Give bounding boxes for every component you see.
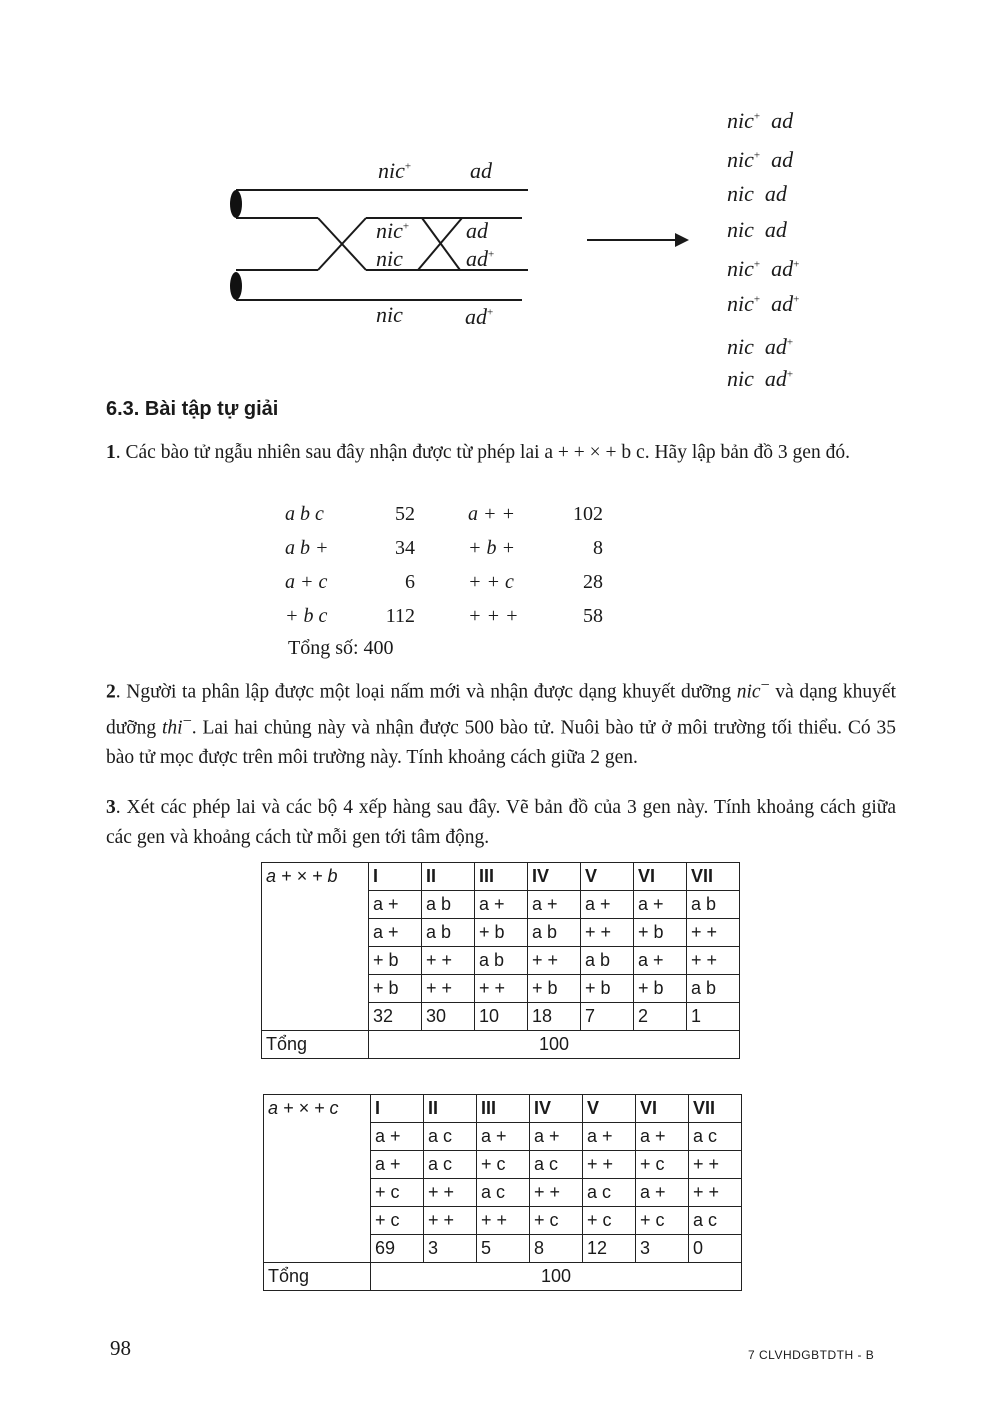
table-cell: a c (689, 1123, 742, 1151)
table-cell: + b (634, 919, 687, 947)
count-cell: 5 (477, 1235, 530, 1263)
result-genotype: nic+ ad (727, 147, 794, 172)
table-cell: a c (424, 1123, 477, 1151)
table-cell: a + (634, 947, 687, 975)
table-cell: a b (475, 947, 528, 975)
table-cell: a b (687, 891, 740, 919)
table-cell: a c (689, 1207, 742, 1235)
genotype: + + c (468, 571, 514, 593)
table-cell: + b (634, 975, 687, 1003)
table-cell: a + (634, 891, 687, 919)
table-cell: + + (424, 1179, 477, 1207)
table-cell: + c (530, 1207, 583, 1235)
crossover-diagram (200, 150, 550, 350)
table-cell: + + (687, 947, 740, 975)
result-genotype: nic+ ad+ (727, 291, 800, 316)
count-cell: 18 (528, 1003, 581, 1031)
table-cell: a + (477, 1123, 530, 1151)
diagram-label-mid1-left: nic+ (376, 218, 410, 243)
spore-total: Tổng số: 400 (288, 637, 394, 659)
problem-2-text: 2. Người ta phân lập được một loại nấm mới và nhận được dạng khuyết dưỡng nic− và dạng khuyết dưỡng thi−. Lai hai chủng này và nhận được 500 bào tử. Nuôi bào tử ở môi trường tối thiểu. Có 35 bào tử mọc được trên môi trường này. Tính khoảng cách giữa 2 gen. (106, 676, 896, 768)
diagram-label-mid2-right: ad+ (466, 246, 495, 271)
table-cell: a b (581, 947, 634, 975)
spore-count: 52 (395, 503, 415, 525)
section-heading: 6.3. Bài tập tự giải (106, 398, 279, 420)
genotype: + b c (285, 605, 328, 627)
table-cell: a b (422, 891, 475, 919)
total-row (264, 1263, 742, 1291)
count-cell: 8 (530, 1235, 583, 1263)
table-cell: a + (475, 891, 528, 919)
table-cell: + c (636, 1207, 689, 1235)
genotype: a + + (468, 503, 515, 525)
result-genotype: nic ad+ (727, 334, 794, 359)
genotype: a + c (285, 571, 328, 593)
total-value: 100 (369, 1031, 740, 1059)
spore-count: 102 (573, 503, 603, 525)
result-genotype: nic+ ad (727, 108, 794, 133)
table-header-row (262, 863, 740, 891)
total-label: Tổng (264, 1263, 371, 1291)
diagram-label-bot-right: ad+ (465, 304, 494, 329)
count-cell: 1 (687, 1003, 740, 1031)
centromere-bottom (230, 272, 242, 300)
result-genotype: nic+ ad+ (727, 256, 800, 281)
spore-count: 58 (583, 605, 603, 627)
total-row (262, 1031, 740, 1059)
table-cell: a b (528, 919, 581, 947)
spore-count: 6 (405, 571, 415, 593)
count-cell: 10 (475, 1003, 528, 1031)
count-cell: 2 (634, 1003, 687, 1031)
table-cell: + b (528, 975, 581, 1003)
total-label: Tổng (262, 1031, 369, 1059)
table-cell: + b (369, 975, 422, 1003)
spore-count: 34 (395, 537, 415, 559)
footer-code: 7 CLVHDGBTDTH - B (748, 1348, 875, 1362)
table-cell: a + (636, 1123, 689, 1151)
table-cell: a + (528, 891, 581, 919)
diagram-label-mid1-right: ad (466, 218, 488, 243)
centromere-top (230, 190, 242, 218)
count-cell: 32 (369, 1003, 422, 1031)
table-cell: + + (477, 1207, 530, 1235)
count-cell: 30 (422, 1003, 475, 1031)
table-cell: a + (583, 1123, 636, 1151)
table-cell: + + (581, 919, 634, 947)
spore-row (285, 503, 615, 533)
table-cell: + + (583, 1151, 636, 1179)
table-cell: a c (530, 1151, 583, 1179)
table-cell: + + (689, 1151, 742, 1179)
column-header: I (371, 1095, 424, 1123)
column-header: VI (636, 1095, 689, 1123)
table-cell: a c (583, 1179, 636, 1207)
total-value: 100 (371, 1263, 742, 1291)
tetrad-table-ac (263, 1094, 742, 1291)
table-cell: + + (528, 947, 581, 975)
table-cell: a c (477, 1179, 530, 1207)
column-header: II (422, 863, 475, 891)
count-cell: 69 (371, 1235, 424, 1263)
table-cell: + b (581, 975, 634, 1003)
problem-1-text: 1. Các bào tử ngẫu nhiên sau đây nhận được từ phép lai a + + × + b c. Hãy lập bản đồ 3 gen đó. (106, 442, 850, 463)
column-header: IV (528, 863, 581, 891)
table-cell: + + (424, 1207, 477, 1235)
genotype: + + + (468, 605, 519, 627)
table-cell: + + (475, 975, 528, 1003)
genotype: a b c (285, 503, 324, 525)
table-header-row (264, 1095, 742, 1123)
table-cell: + b (475, 919, 528, 947)
table-cell: a + (581, 891, 634, 919)
result-genotype: nic ad (727, 217, 787, 242)
problem-3-text: 3. Xét các phép lai và các bộ 4 xếp hàng sau đây. Vẽ bản đồ của 3 gen này. Tính khoảng cách giữa các gen và khoảng cách từ mỗi gen tới tâm động. (106, 797, 896, 848)
spore-row (285, 605, 615, 635)
spore-count: 28 (583, 571, 603, 593)
column-header: V (581, 863, 634, 891)
spore-count: 8 (593, 537, 603, 559)
table-cell: a + (371, 1123, 424, 1151)
table-cell: + + (530, 1179, 583, 1207)
genotype: a b + (285, 537, 329, 559)
tetrad-table-ab (261, 862, 740, 1059)
table-cell: + + (687, 919, 740, 947)
table-cell: a + (369, 919, 422, 947)
table-cell: + + (422, 947, 475, 975)
column-header: III (475, 863, 528, 891)
column-header: I (369, 863, 422, 891)
table-cell: a + (369, 891, 422, 919)
count-cell: 3 (424, 1235, 477, 1263)
diagram-label-mid2-left: nic (376, 246, 403, 271)
table-cell: + + (689, 1179, 742, 1207)
cross-label: a + × + c (264, 1095, 371, 1263)
count-cell: 7 (581, 1003, 634, 1031)
table-cell: + c (636, 1151, 689, 1179)
diagram-label-top-right: ad (470, 158, 492, 183)
spore-row (285, 537, 615, 567)
result-genotype: nic ad+ (727, 366, 794, 391)
arrow-icon (585, 228, 695, 252)
column-header: VI (634, 863, 687, 891)
result-genotype: nic ad (727, 181, 787, 206)
table-cell: a b (687, 975, 740, 1003)
table-cell: + c (477, 1151, 530, 1179)
table-cell: + + (422, 975, 475, 1003)
diagram-label-bot-left: nic (376, 302, 403, 327)
count-cell: 12 (583, 1235, 636, 1263)
table-cell: + c (583, 1207, 636, 1235)
spore-count: 112 (385, 605, 415, 627)
genotype: + b + (468, 537, 515, 559)
table-cell: + b (369, 947, 422, 975)
table-cell: a + (530, 1123, 583, 1151)
table-cell: a + (371, 1151, 424, 1179)
table-cell: + c (371, 1179, 424, 1207)
table-cell: a c (424, 1151, 477, 1179)
diagram-label-top-left: nic+ (378, 158, 412, 183)
page-number: 98 (110, 1336, 131, 1360)
count-cell: 0 (689, 1235, 742, 1263)
column-header: VII (689, 1095, 742, 1123)
table-cell: + c (371, 1207, 424, 1235)
cross-label: a + × + b (262, 863, 369, 1031)
column-header: IV (530, 1095, 583, 1123)
column-header: II (424, 1095, 477, 1123)
table-cell: a + (636, 1179, 689, 1207)
count-cell: 3 (636, 1235, 689, 1263)
column-header: VII (687, 863, 740, 891)
spore-row (285, 571, 615, 601)
column-header: III (477, 1095, 530, 1123)
table-cell: a b (422, 919, 475, 947)
column-header: V (583, 1095, 636, 1123)
